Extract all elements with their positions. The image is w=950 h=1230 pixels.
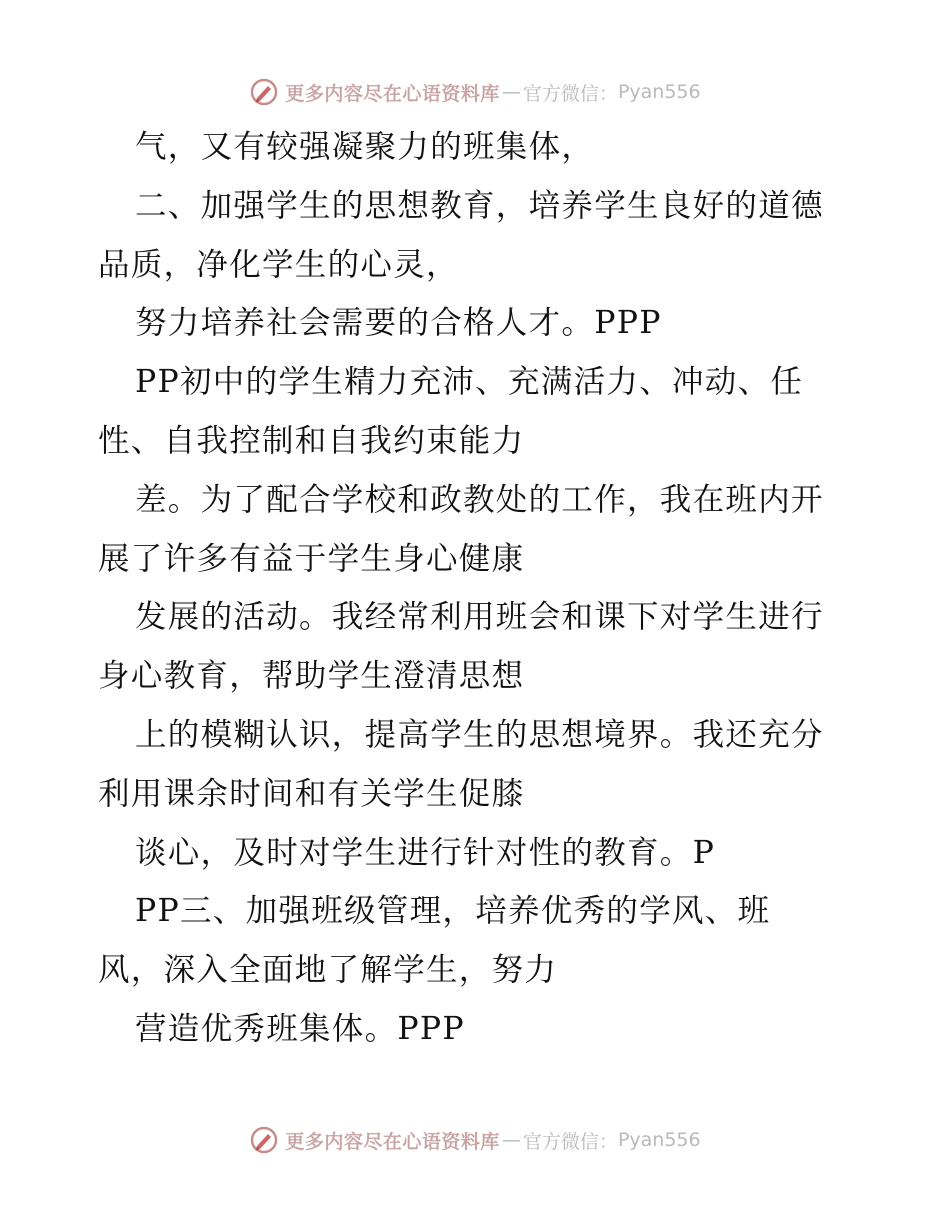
text-line: 利用课余时间和有关学生促膝 [98, 775, 525, 812]
watermark-contact-label: 官方微信： [522, 1130, 618, 1153]
text-line: 二、加强学生的思想教育，培养学生良好的道德 [135, 187, 824, 224]
header-watermark [0, 72, 950, 112]
footer-watermark [0, 1120, 950, 1160]
text-line: 身心教育，帮助学生澄清思想 [98, 658, 525, 695]
text-line: 风，深入全面地了解学生，努力 [98, 952, 558, 989]
text-line: PP初中的学生精力充沛、充满活力、冲动、任 [135, 364, 804, 401]
text-line: 性、自我控制和自我约束能力 [98, 422, 525, 459]
watermark-brand: 更多内容尽在心语资料库 [285, 1130, 500, 1153]
text-line: 差。为了配合学校和政教处的工作，我在班内开 [135, 481, 824, 518]
pen-logo-icon [249, 77, 279, 107]
text-line: 谈心，及时对学生进行针对性的教育。P [135, 834, 716, 871]
text-line: 气，又有较强凝聚力的班集体， [135, 129, 595, 165]
text-line: 展了许多有益于学生身心健康 [98, 540, 525, 577]
watermark-brand: 更多内容尽在心语资料库 [285, 82, 500, 105]
pen-logo-icon [249, 1125, 279, 1155]
text-line: 努力培养社会需要的合格人才。PPP [135, 305, 662, 342]
text-line: 品质，净化学生的心灵， [98, 246, 459, 283]
watermark-dash: — [501, 1129, 521, 1151]
text-line: 上的模糊认识，提高学生的思想境界。我还充分 [135, 716, 824, 753]
watermark-dash: — [501, 81, 521, 103]
text-line: 营造优秀班集体。PPP [135, 1010, 465, 1047]
watermark-contact-id: Pyan556 [617, 1129, 701, 1151]
watermark-contact-label: 官方微信： [522, 82, 618, 105]
document-body [98, 118, 858, 1059]
watermark-contact-id: Pyan556 [617, 81, 701, 103]
text-line: PP三、加强班级管理，培养优秀的学风、班 [135, 893, 771, 930]
text-line: 发展的活动。我经常利用班会和课下对学生进行 [135, 599, 824, 636]
